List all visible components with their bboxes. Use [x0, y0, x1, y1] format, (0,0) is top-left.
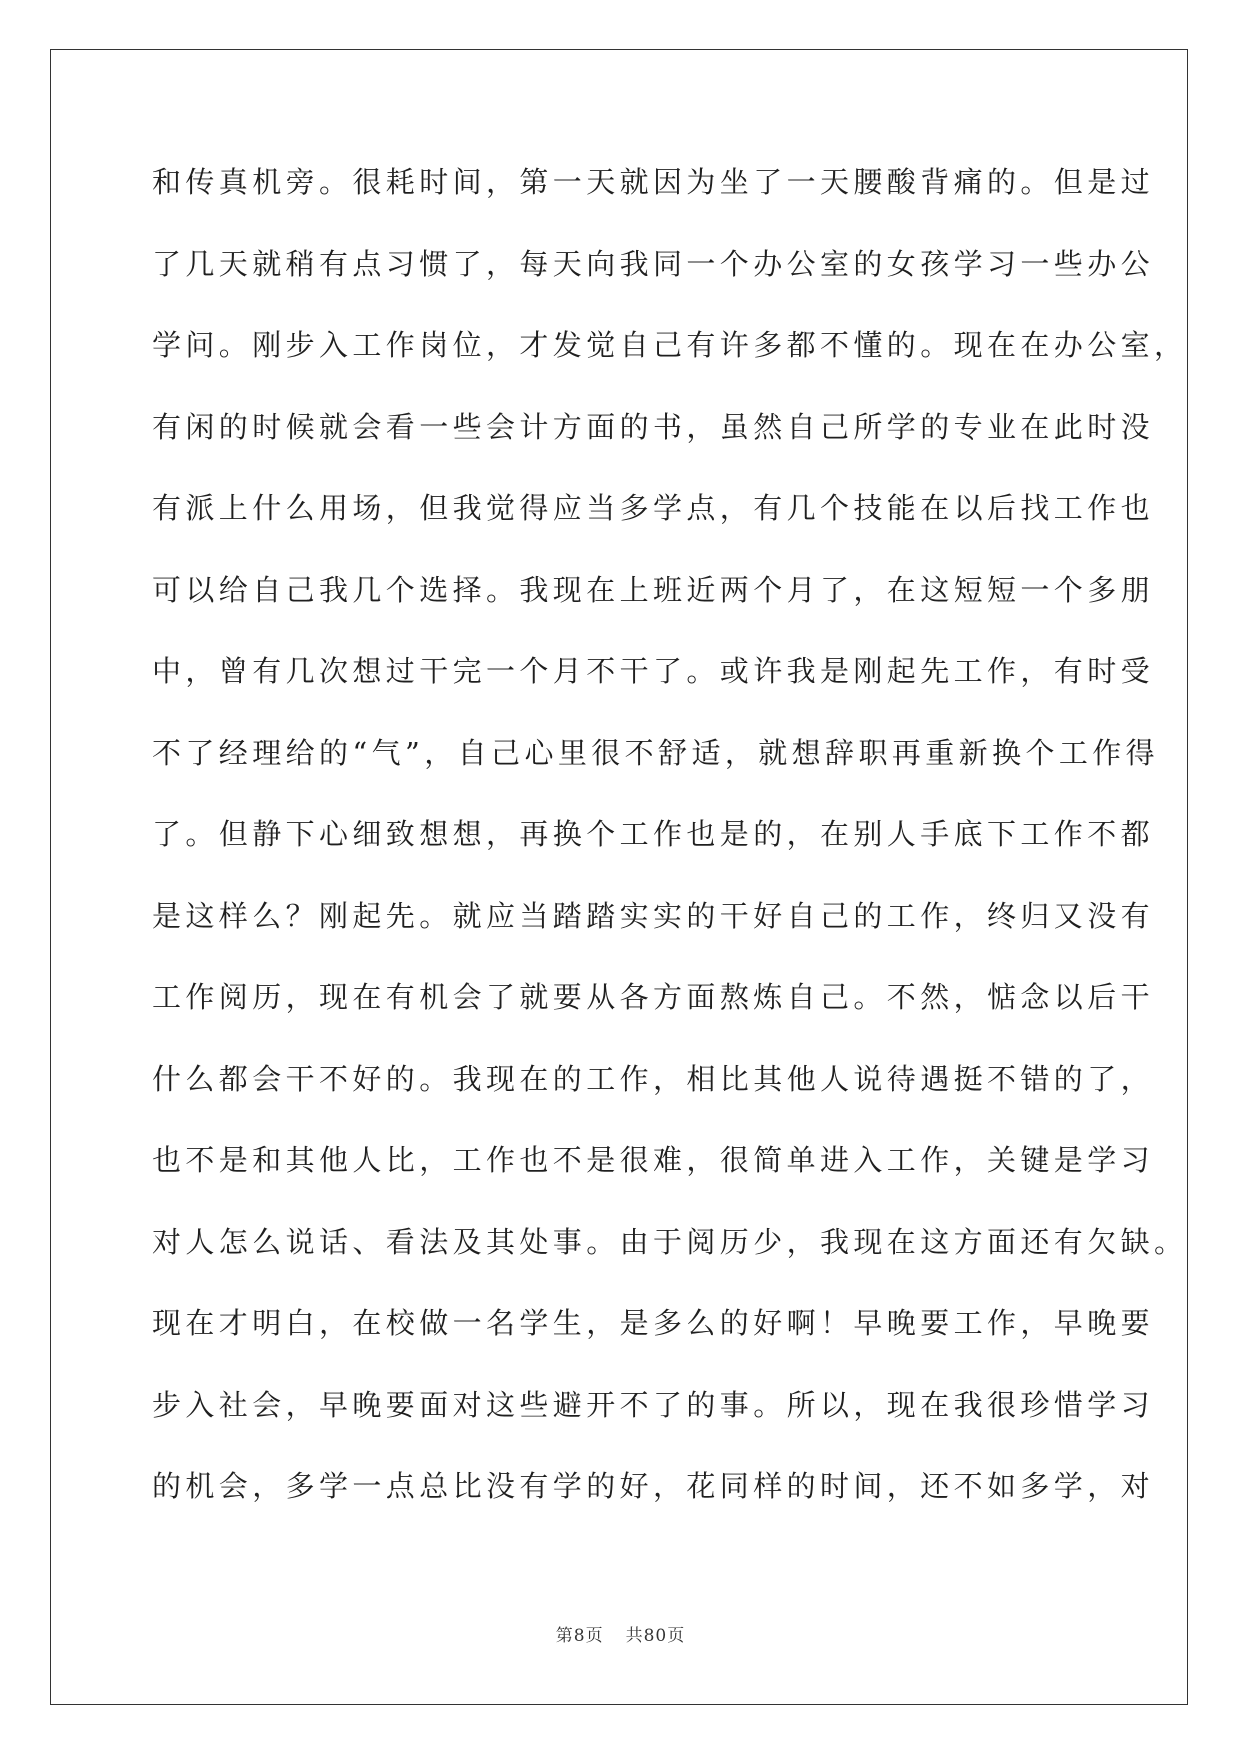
text-line: 了。但静下心细致想想，再换个工作也是的，在别人手底下工作不都 [152, 817, 1155, 851]
text-line: 有闲的时候就会看一些会计方面的书，虽然自己所学的专业在此时没 [152, 409, 1155, 444]
text-line: 是这样么？刚起先。就应当踏踏实实的干好自己的工作，终归又没有 [152, 898, 1155, 933]
text-line: 现在才明白，在校做一名学生，是多么的好啊！早晚要工作，早晚要 [152, 1306, 1155, 1340]
text-line: 不了经理给的“气”，自己心里很不舒适，就想辞职再重新换个工作得 [152, 735, 1160, 770]
text-line: 可以给自己我几个选择。我现在上班近两个月了，在这短短一个多朋 [152, 572, 1155, 607]
text-line: 了几天就稍有点习惯了，每天向我同一个办公室的女孩学习一些办公 [152, 246, 1155, 281]
text-line: 和传真机旁。很耗时间，第一天就因为坐了一天腰酸背痛的。但是过 [152, 165, 1155, 199]
text-line: 步入社会，早晚要面对这些避开不了的事。所以，现在我很珍惜学习 [152, 1387, 1155, 1422]
page-total: 共80页 [625, 1626, 686, 1646]
text-line: 工作阅历，现在有机会了就要从各方面熬炼自己。不然，惦念以后干 [152, 980, 1155, 1014]
text-line: 中，曾有几次想过干完一个月不干了。或许我是刚起先工作，有时受 [152, 654, 1155, 688]
text-line: 也不是和其他人比，工作也不是很难，很简单进入工作，关键是学习 [152, 1143, 1155, 1177]
page-number: 第8页 [555, 1626, 604, 1646]
text-line: 有派上什么用场，但我觉得应当多学点，有几个技能在以后找工作也 [152, 491, 1155, 525]
text-line: 学问。刚步入工作岗位，才发觉自己有许多都不懂的。现在在办公室， [152, 328, 1188, 362]
text-line: 的机会，多学一点总比没有学的好，花同样的时间，还不如多学，对 [152, 1469, 1155, 1503]
text-line: 对人怎么说话、看法及其处事。由于阅历少，我现在这方面还有欠缺。 [152, 1224, 1188, 1259]
page-footer [0, 1621, 1241, 1646]
body-text [152, 162, 1188, 1548]
text-line: 什么都会干不好的。我现在的工作，相比其他人说待遇挺不错的了， [152, 1061, 1155, 1096]
